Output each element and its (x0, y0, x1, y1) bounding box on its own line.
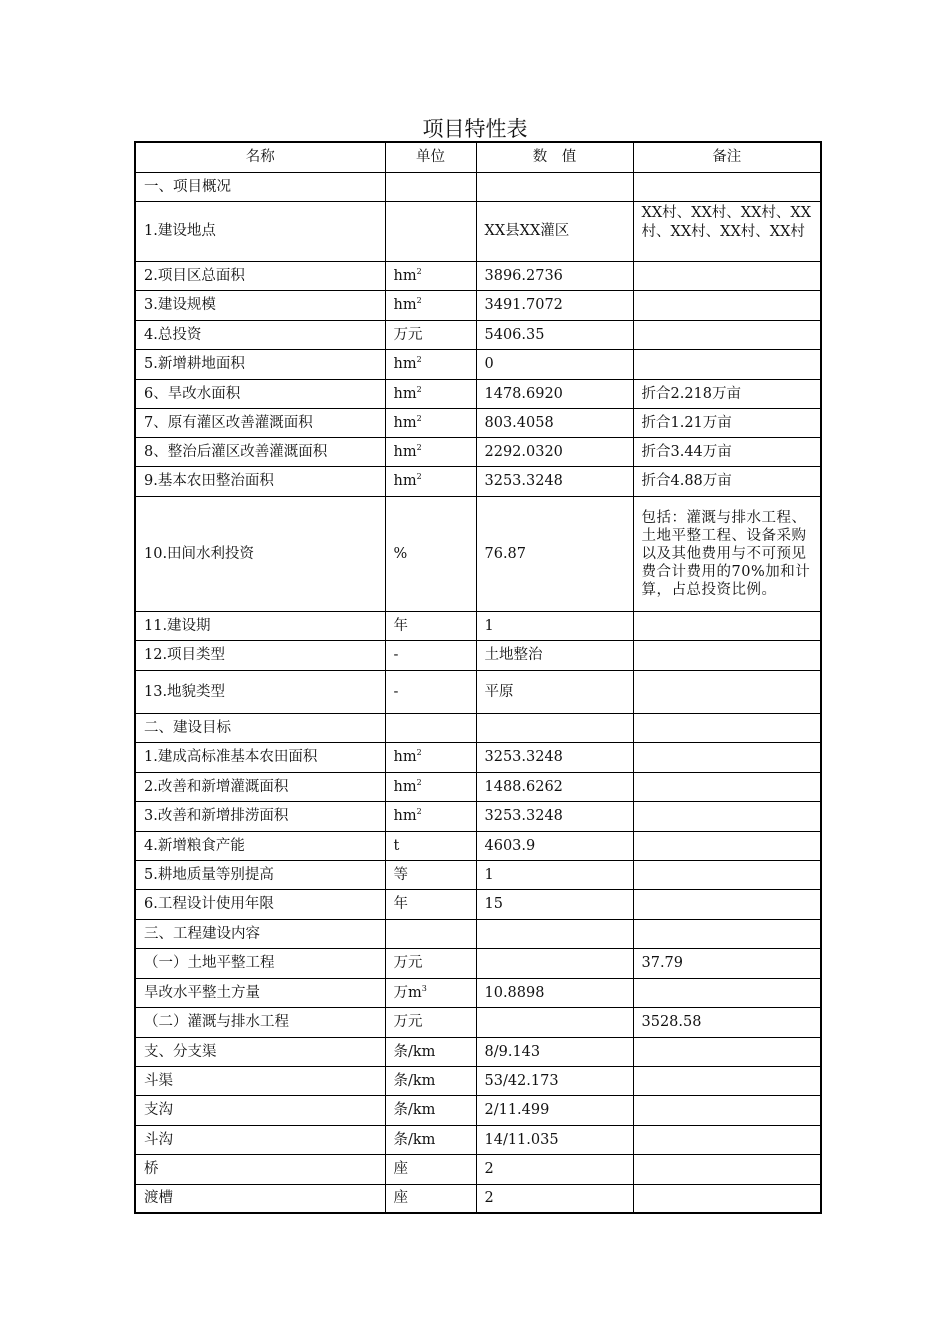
table-row (135, 1007, 821, 1037)
cell-note (633, 1184, 821, 1213)
cell-value: 2 (476, 1154, 633, 1184)
table-row (135, 1037, 821, 1066)
cell-unit: 万元 (385, 948, 476, 978)
table-row (135, 1066, 821, 1095)
cell-value (476, 713, 633, 742)
unit-exponent: 2 (416, 266, 422, 276)
cell-unit: 等 (385, 860, 476, 889)
cell-value: 1 (476, 860, 633, 889)
cell-value (476, 172, 633, 201)
cell-unit: 条/km (385, 1125, 476, 1154)
cell-value: 53/42.173 (476, 1066, 633, 1095)
cell-note (633, 919, 821, 948)
table-row (135, 978, 821, 1007)
header-note: 备注 (633, 142, 821, 172)
cell-note (633, 889, 821, 919)
cell-name: 13.地貌类型 (135, 670, 385, 713)
cell-note (633, 1066, 821, 1095)
table-row (135, 1154, 821, 1184)
unit-exponent: 2 (416, 807, 422, 817)
table-row (135, 889, 821, 919)
unit-exponent: 2 (416, 413, 422, 423)
cell-note (633, 1125, 821, 1154)
cell-value: XX县XX灌区 (476, 201, 633, 261)
table-row (135, 201, 821, 261)
table-row (135, 466, 821, 496)
page-title: 项目特性表 (422, 117, 528, 141)
table-row (135, 349, 821, 379)
table-row (135, 640, 821, 670)
cell-value: 土地整治 (476, 640, 633, 670)
header-value: 数 值 (476, 142, 633, 172)
cell-note (633, 1095, 821, 1125)
cell-value: 1 (476, 611, 633, 640)
cell-note (633, 742, 821, 772)
unit-exponent: 2 (416, 296, 422, 306)
cell-note (633, 831, 821, 860)
cell-unit: 条/km (385, 1095, 476, 1125)
cell-name: 4.新增粮食产能 (135, 831, 385, 860)
cell-name: 支、分支渠 (135, 1037, 385, 1066)
unit-exponent: 3 (421, 983, 427, 993)
unit-exponent: 2 (416, 748, 422, 758)
project-spec-table (134, 141, 822, 1214)
table-row (135, 437, 821, 466)
cell-value: 803.4058 (476, 408, 633, 437)
table-row (135, 1095, 821, 1125)
table-row (135, 713, 821, 742)
unit-exponent: 2 (416, 355, 422, 365)
cell-value: 1488.6262 (476, 772, 633, 801)
table-row (135, 919, 821, 948)
cell-unit: $hm^2$ (385, 437, 476, 466)
cell-value: 1478.6920 (476, 379, 633, 408)
cell-note (633, 640, 821, 670)
cell-value: 2/11.499 (476, 1095, 633, 1125)
cell-unit: $hm^2$ (385, 772, 476, 801)
cell-unit (385, 172, 476, 201)
cell-value: 平原 (476, 670, 633, 713)
cell-value: 3253.3248 (476, 742, 633, 772)
cell-name: 6.工程设计使用年限 (135, 889, 385, 919)
cell-note: 折合4.88万亩 (633, 466, 821, 496)
cell-name: 12.项目类型 (135, 640, 385, 670)
cell-note (633, 290, 821, 320)
cell-unit (385, 201, 476, 261)
cell-value: 15 (476, 889, 633, 919)
header-unit: 单位 (385, 142, 476, 172)
cell-name: 3.改善和新增排涝面积 (135, 801, 385, 831)
table-row (135, 408, 821, 437)
cell-note (633, 172, 821, 201)
table-header-row (135, 142, 821, 172)
cell-unit (385, 713, 476, 742)
cell-value (476, 919, 633, 948)
cell-name: 1.建设地点 (135, 201, 385, 261)
cell-note: 折合3.44万亩 (633, 437, 821, 466)
cell-note (633, 1154, 821, 1184)
cell-value: 5406.35 (476, 320, 633, 349)
cell-unit: 年 (385, 611, 476, 640)
cell-unit: % (385, 496, 476, 611)
cell-note (633, 261, 821, 290)
table-row (135, 320, 821, 349)
cell-name: 斗沟 (135, 1125, 385, 1154)
table-row (135, 1125, 821, 1154)
cell-unit: t (385, 831, 476, 860)
cell-note: 折合2.218万亩 (633, 379, 821, 408)
cell-note (633, 320, 821, 349)
cell-unit: $hm^2$ (385, 408, 476, 437)
cell-unit (385, 919, 476, 948)
table-row (135, 670, 821, 713)
cell-value: 10.8898 (476, 978, 633, 1007)
cell-name: 5.耕地质量等别提高 (135, 860, 385, 889)
table-row (135, 290, 821, 320)
cell-name: 10.田间水利投资 (135, 496, 385, 611)
cell-value: 3253.3248 (476, 801, 633, 831)
cell-name: （一）土地平整工程 (135, 948, 385, 978)
cell-unit: $hm^2$ (385, 290, 476, 320)
table-row (135, 772, 821, 801)
cell-note (633, 772, 821, 801)
cell-name: 4.总投资 (135, 320, 385, 349)
cell-value: 3896.2736 (476, 261, 633, 290)
cell-value: 0 (476, 349, 633, 379)
cell-name: 二、建设目标 (135, 713, 385, 742)
cell-note (633, 349, 821, 379)
cell-value: 3491.7072 (476, 290, 633, 320)
cell-value: 76.87 (476, 496, 633, 611)
cell-name: 9.基本农田整治面积 (135, 466, 385, 496)
table-row (135, 831, 821, 860)
cell-name: 1.建成高标准基本农田面积 (135, 742, 385, 772)
table-row (135, 496, 821, 611)
cell-note (633, 860, 821, 889)
table-row (135, 261, 821, 290)
cell-note: 3528.58 (633, 1007, 821, 1037)
cell-name: 2.项目区总面积 (135, 261, 385, 290)
cell-note (633, 611, 821, 640)
table-row (135, 801, 821, 831)
cell-note (633, 713, 821, 742)
cell-unit: - (385, 640, 476, 670)
table-row (135, 860, 821, 889)
cell-unit: $hm^2$ (385, 466, 476, 496)
cell-unit: 条/km (385, 1066, 476, 1095)
cell-name: 3.建设规模 (135, 290, 385, 320)
cell-unit: $hm^2$ (385, 349, 476, 379)
cell-unit: 年 (385, 889, 476, 919)
cell-name: 支沟 (135, 1095, 385, 1125)
cell-value: 4603.9 (476, 831, 633, 860)
cell-unit: $hm^2$ (385, 379, 476, 408)
cell-unit: 座 (385, 1184, 476, 1213)
header-name: 名称 (135, 142, 385, 172)
cell-note (633, 1037, 821, 1066)
cell-name: 一、项目概况 (135, 172, 385, 201)
cell-value: 8/9.143 (476, 1037, 633, 1066)
cell-unit: 万元 (385, 1007, 476, 1037)
cell-name: （二）灌溉与排水工程 (135, 1007, 385, 1037)
table-row (135, 948, 821, 978)
cell-name: 2.改善和新增灌溉面积 (135, 772, 385, 801)
cell-name: 8、整治后灌区改善灌溉面积 (135, 437, 385, 466)
unit-exponent: 2 (416, 442, 422, 452)
table-row (135, 379, 821, 408)
unit-exponent: 2 (416, 777, 422, 787)
table-row (135, 172, 821, 201)
cell-unit: 座 (385, 1154, 476, 1184)
cell-name: 渡槽 (135, 1184, 385, 1213)
cell-value (476, 1007, 633, 1037)
cell-value: 3253.3248 (476, 466, 633, 496)
cell-name: 6、旱改水面积 (135, 379, 385, 408)
cell-value: 2 (476, 1184, 633, 1213)
cell-unit: 条/km (385, 1037, 476, 1066)
cell-unit: - (385, 670, 476, 713)
cell-name: 旱改水平整土方量 (135, 978, 385, 1007)
cell-unit: $hm^2$ (385, 742, 476, 772)
cell-name: 11.建设期 (135, 611, 385, 640)
cell-name: 三、工程建设内容 (135, 919, 385, 948)
cell-unit: 万元 (385, 320, 476, 349)
cell-note (633, 801, 821, 831)
cell-note: 包括：灌溉与排水工程、土地平整工程、设备采购以及其他费用与不可预见费合计费用的70%加和计算，占总投资比例。 (633, 496, 821, 611)
cell-name: 7、原有灌区改善灌溉面积 (135, 408, 385, 437)
cell-name: 5.新增耕地面积 (135, 349, 385, 379)
cell-note (633, 978, 821, 1007)
unit-exponent: 2 (416, 384, 422, 394)
cell-unit: $hm^2$ (385, 801, 476, 831)
cell-note: 37.79 (633, 948, 821, 978)
cell-value: 14/11.035 (476, 1125, 633, 1154)
cell-name: 斗渠 (135, 1066, 385, 1095)
table-row (135, 611, 821, 640)
cell-note (633, 670, 821, 713)
table-row (135, 1184, 821, 1213)
table-row (135, 742, 821, 772)
cell-value: 2292.0320 (476, 437, 633, 466)
cell-unit: $hm^2$ (385, 261, 476, 290)
cell-note: XX村、XX村、XX村、XX村、XX村、XX村、XX村 (633, 201, 821, 261)
cell-name: 桥 (135, 1154, 385, 1184)
cell-value (476, 948, 633, 978)
cell-unit: 万$m^3$ (385, 978, 476, 1007)
cell-note: 折合1.21万亩 (633, 408, 821, 437)
unit-exponent: 2 (416, 472, 422, 482)
